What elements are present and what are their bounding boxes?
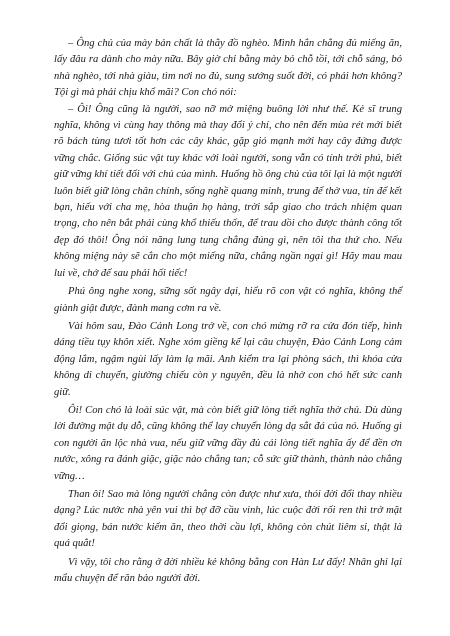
paragraph: Vài hôm sau, Đào Cảnh Long trở về, con chó mừng rỡ ra cửa đón tiếp, hình dáng tiều tụy khôn xiết. Nghe xóm giềng kể lại câu chuyện, Đào Cảnh Long cảm động lắm, ngậm ngùi lấy làm lạ mãi. Anh kiểm tra lại phòng sách, thì khóa cửa không di chuyển, giường chiếu còn y nguyên, đều là nhờ con chó hết sức canh giữ. bbox=[54, 320, 402, 398]
paragraph: Ôi! Con chó là loài súc vật, mà còn biết giữ lòng tiết nghĩa thờ chủ. Dù dùng lời đường mật dụ dỗ, cũng không thể lay chuyển lòng dạ sắt đá của nó. Huống gì con người ăn lộc nhà vua, nếu giữ vững đầy đủ cái lòng tiết nghĩa ấy để đền ơn nước, xông ra đánh giặc, giặc nào chẳng tan; cỗ sức giữ thành, thành nào chẳng vững… bbox=[54, 404, 402, 482]
paragraph: Vì vậy, tôi cho rằng ở đời nhiều kẻ không bằng con Hàn Lư đấy! Nhân ghi lại mẩu chuyện để răn bảo người đời. bbox=[54, 556, 402, 584]
document-page bbox=[54, 36, 402, 587]
paragraph: – Ôi! Ông cũng là người, sao nỡ mở miệng buông lời như thế. Kẻ sĩ trung nghĩa, không vì cùng hay thông mà thay đổi ý chí, cho nên đến mùa rét mới biết rõ bách tùng tươi tốt hơn các cây khác, gặp gió mạnh mới hay cây đứng được vững chắc. Giống súc vật tuy khác với loài người, song vẫn có tính trời phú, biết giữ vững khí tiết đối với chủ của mình. Huống hồ ông chủ của tôi lại là một người luôn biết giữ lòng chân chính, sống nghề quang minh, trung để thờ vua, tín để kết bạn, hiếu với cha mẹ, hòa thuận họ hàng, trời sắp giao cho trách nhiệm quan trọng, cho nên bắt phải cùng khổ thiếu thốn, để trau dồi cho được thành công tốt đẹp đó thôi! Ông nói năng lung tung chẳng đúng gì, nên tôi tha thứ cho. Nếu không miệng này sẽ cắn cho một miếng nữa, chẳng ngần ngại gì! Hãy mau mau lui về, chớ để sau phải hối tiếc! bbox=[54, 103, 402, 279]
paragraph: – Ông chủ của mày bản chất là thằy đồ nghèo. Mình hắn chẳng đủ miếng ăn, lấy đâu ra dành cho mày nữa. Bây giờ chỉ bằng mày bỏ chỗ tồi, tới chỗ sáng, bỏ nhà nghèo, tới nhà giàu, tìm nơi no đủ, sung sướng suốt đời, có phải hơn không? Tội gì mà phải chịu khổ mãi? Con chó nói: bbox=[54, 38, 402, 99]
paragraph: Phú ông nghe xong, sững sốt ngây dại, hiểu rõ con vật có nghĩa, không thể giành giật được, đành mang cơm ra về. bbox=[54, 286, 402, 314]
paragraph: Than ôi! Sao mà lòng người chẳng còn được như xưa, thói đời đổi thay nhiều dạng? Lúc nước nhà yên vui thì bợ đỡ cầu vinh, lúc cuộc đời rối ren thì trở mặt đổi giọng, bán nước kiếm ăn, theo thời cầu lợi, không còn chút liêm sỉ, thật là quá quắt! bbox=[54, 488, 402, 550]
